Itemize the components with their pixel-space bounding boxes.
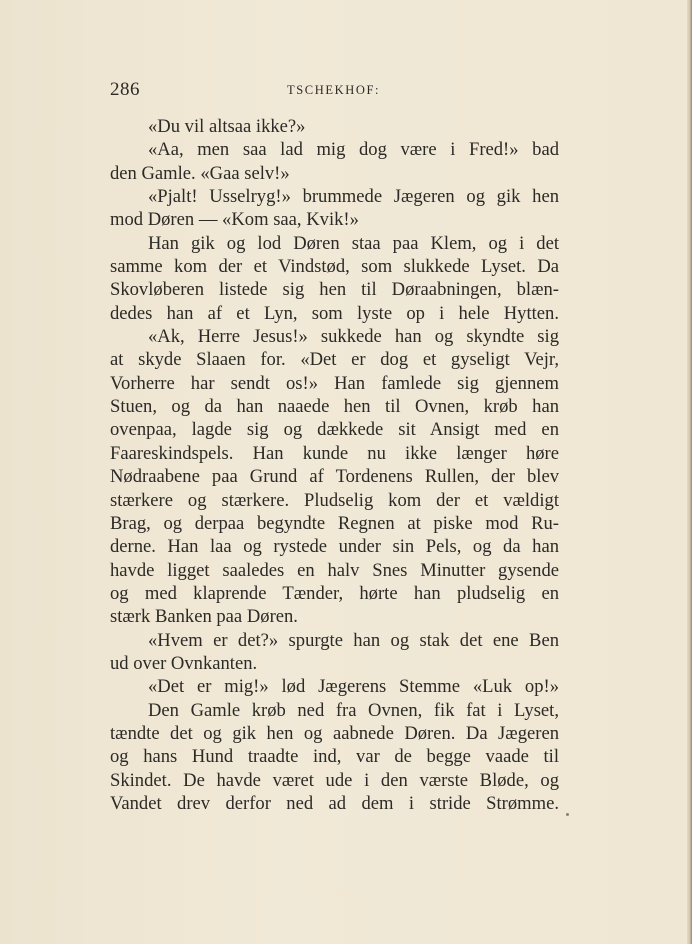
text-line: Nødraabene paa Grund af Tordenens Rullen, der blev [110, 466, 559, 488]
text-line: «Det er mig!» lød Jægerens Stemme «Luk op!» [148, 676, 559, 698]
text-line: samme kom der et Vindstød, som slukkede Lyset. Da [110, 256, 559, 278]
text-line: Skovløberen listede sig hen til Døraabningen, blæn- [110, 279, 559, 301]
text-line: Vorherre har sendt os!» Han famlede sig gjennem [110, 372, 559, 394]
text-line: mod Døren — «Kom saa, Kvik!» [110, 209, 359, 231]
text-line: og med klaprende Tænder, hørte han pludselig en [110, 582, 559, 604]
page-number: 286 [110, 79, 140, 100]
text-line: Faareskindspels. Han kunde nu ikke længer høre [110, 442, 559, 464]
text-line: stærk Banken paa Døren. [110, 606, 298, 628]
text-line: den Gamle. «Gaa selv!» [110, 162, 290, 184]
text-line: «Du vil altsaa ikke?» [148, 116, 306, 137]
text-line: Skindet. De havde været ude i den værste Bløde, og [110, 769, 559, 791]
text-line: ud over Ovnkanten. [110, 652, 258, 674]
text-line: Vandet drev derfor ned ad dem i stride Strømme. [110, 792, 559, 814]
print-speck [566, 813, 569, 816]
text-line: «Aa, men saa lad mig dog være i Fred!» bad [148, 139, 559, 161]
text-line: «Pjalt! Usselryg!» brummede Jægeren og gik hen [148, 186, 559, 208]
text-line: Brag, og derpaa begyndte Regnen at piske mod Ru- [110, 512, 559, 534]
text-line: ovenpaa, lagde sig og dækkede sit Ansigt med en [110, 419, 559, 441]
text-line: at skyde Slaaen for. «Det er dog et gyseligt Vejr, [110, 349, 559, 371]
text-line: «Hvem er det?» spurgte han og stak det ene Ben [148, 629, 559, 651]
text-line: havde ligget saaledes en halv Snes Minutter gysende [110, 559, 559, 581]
text-line: Stuen, og da han naaede hen til Ovnen, krøb han [110, 396, 559, 418]
text-line: derne. Han laa og rystede under sin Pels, og da han [110, 536, 559, 558]
text-line: dedes han af et Lyn, som lyste op i hele Hytten. [110, 302, 559, 324]
text-line: stærkere og stærkere. Pludselig kom der et vældigt [110, 489, 559, 511]
running-head: TSCHEKHOF: [287, 83, 381, 97]
text-line: tændte det og gik hen og aabnede Døren. Da Jægeren [110, 722, 559, 744]
page-edge-shadow [687, 0, 692, 944]
page-header [110, 79, 560, 101]
text-line: og hans Hund traadte ind, var de begge vaade til [110, 746, 559, 768]
text-line: Den Gamle krøb ned fra Ovnen, fik fat i Lyset, [148, 699, 559, 721]
body-text [110, 115, 559, 815]
text-line: «Ak, Herre Jesus!» sukkede han og skyndte sig [148, 326, 559, 348]
text-line: Han gik og lod Døren staa paa Klem, og i det [148, 232, 559, 254]
